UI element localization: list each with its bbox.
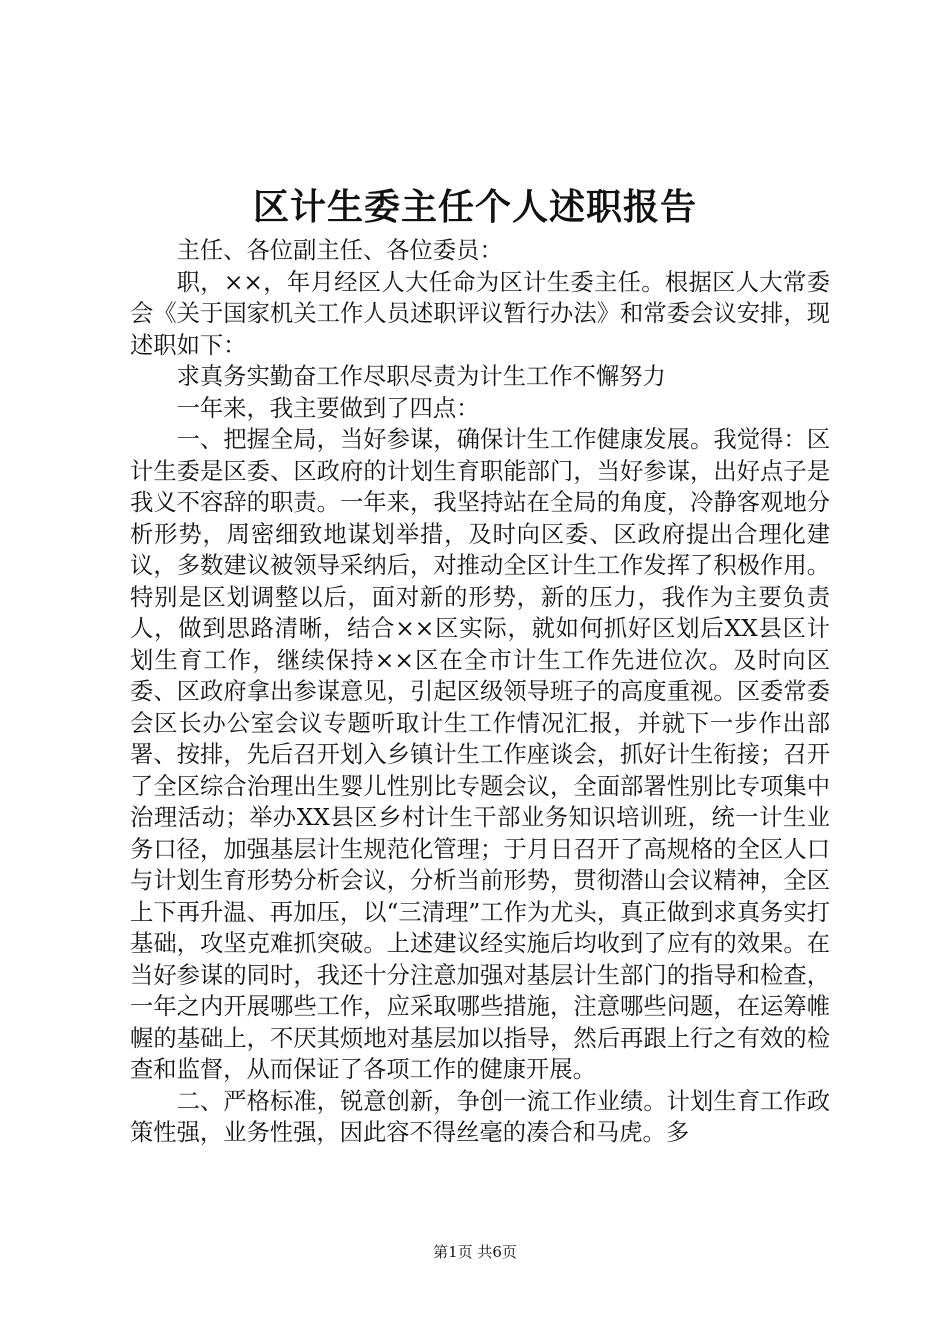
document-title: 区计生委主任个人述职报告	[252, 186, 697, 228]
point-one-paragraph: 一、把握全局，当好参谋，确保计生工作健康发展。我觉得：区计生委是区委、区政府的计划生育职能部门，当好参谋，出好点子是我义不容辞的职责。一年来，我坚持站在全局的角度，冷静客观地分析形势，周密细致地谋划举措，及时向区委、区政府提出合理化建议，多数建议被领导采纳后，对推动全区计生工作发挥了积极作用。特别是区划调整以后，面对新的形势，新的压力，我作为主要负责人，做到思路清晰，结合××区实际，就如何抓好区划后XX县区计划生育工作，继续保持××区在全市计生工作先进位次。及时向区委、区政府拿出参谋意见，引起区级领导班子的高度重视。区委常委会区长办公室会议专题听取计生工作情况汇报，并就下一步作出部署、按排，先后召开划入乡镇计生工作座谈会，抓好计生衔接；召开了全区综合治理出生婴儿性别比专题会议，全面部署性别比专项集中治理活动；举办XX县区乡村计生干部业务知识培训班，统一计生业务口径，加强基层计生规范化管理；于月日召开了高规格的全区人口与计划生育形势分析会议，分析当前形势，贯彻潜山会议精神，全区上下再升温、再加压，以“三清理”工作为尤头，真正做到求真务实打基础，攻坚克难抓突破。上述建议经实施后均收到了应有的效果。在当好参谋的同时，我还十分注意加强对基层计生部门的指导和检查，一年之内开展哪些工作，应采取哪些措施，注意哪些问题，在运筹帷幄的基础上，不厌其烦地对基层加以指导，然后再跟上行之有效的检查和监督，从而保证了各项工作的健康开展。	[130, 426, 830, 1083]
section-heading: 求真务实勤奋工作尽职尽责为计生工作不懈努力	[176, 363, 666, 390]
page-number-footer: 第1页 共6页	[433, 1243, 517, 1261]
document-body	[130, 235, 830, 1149]
intro-paragraph: 职，××，年月经区人大任命为区计生委主任。根据区人大常委会《关于国家机关工作人员述职评议暂行办法》和常委会议安排，现述职如下：	[130, 268, 830, 359]
summary-paragraph: 一年来，我主要做到了四点：	[176, 394, 480, 422]
point-two-paragraph: 二、严格标准，锐意创新，争创一流工作业绩。计划生育工作政策性强，业务性强，因此容不得丝毫的凑合和马虎。多	[130, 1087, 830, 1146]
salutation-paragraph: 主任、各位副主任、各位委员：	[176, 237, 503, 264]
